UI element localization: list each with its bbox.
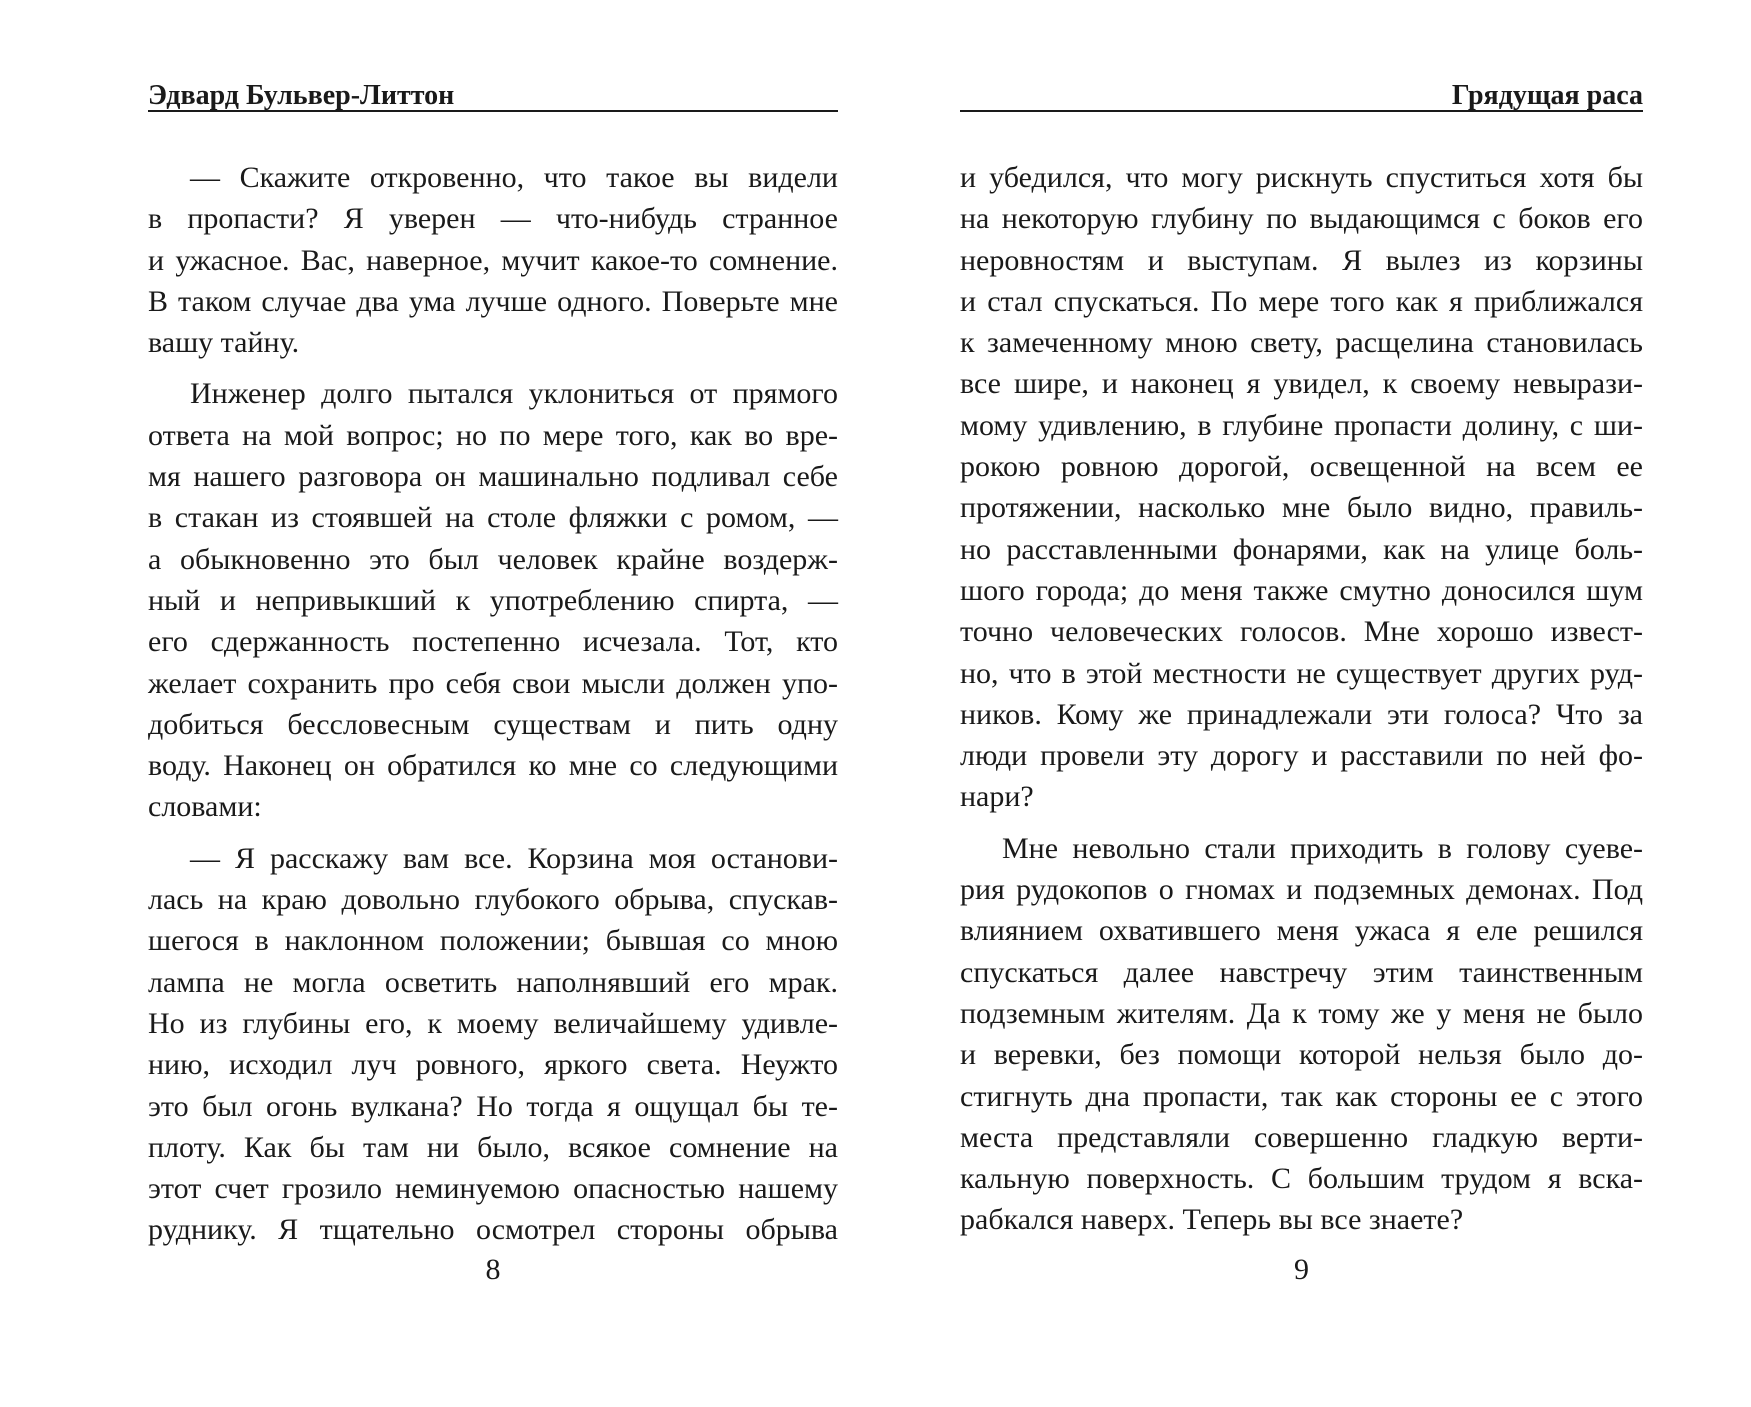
text-line: и ужасное. Вас, наверное, мучит какое-то сомнение. (148, 243, 838, 277)
paragraph-gap (148, 828, 838, 838)
text-line: вашу тайну. (148, 326, 300, 360)
page-number: 9 (1294, 1253, 1309, 1286)
text-line: в стакан из стоявшей на столе фляжки с ромом, — (148, 501, 838, 535)
text-line: все шире, и наконец я увидел, к своему невырази- (960, 367, 1643, 401)
text-line: лампа не могла осветить наполнявший его мрак. (148, 965, 838, 999)
text-line: места представляли совершенно гладкую верти- (960, 1120, 1643, 1154)
header-rule (960, 110, 1643, 112)
paragraph-gap (148, 363, 838, 373)
header-rule (148, 110, 838, 112)
text-line: ников. Кому же принадлежали эти голоса? Что за (960, 697, 1643, 731)
text-line: ответа на мой вопрос; но по мере того, как во вре- (148, 418, 838, 452)
text-line: его сдержанность постепенно исчезала. Тот, кто (148, 625, 838, 659)
text-line: и веревки, без помощи которой нельзя было до- (960, 1038, 1643, 1072)
text-line: рия рудокопов о гномах и подземных демонах. Под (960, 873, 1643, 907)
text-line: точно человеческих голосов. Мне хорошо извест- (960, 615, 1643, 649)
text-line: лась на краю довольно глубокого обрыва, спускав- (148, 883, 838, 917)
text-line: спускаться далее навстречу этим таинственным (960, 955, 1643, 989)
text-line: рабкался наверх. Теперь вы все знаете? (960, 1203, 1464, 1237)
page-number: 8 (485, 1253, 501, 1286)
text-line: стигнуть дна пропасти, так как стороны ее с этого (960, 1079, 1643, 1113)
text-line: неровностям и выступам. Я вылез из корзины (960, 243, 1643, 277)
text-line: Но из глубины его, к моему величайшему удивле- (148, 1006, 838, 1040)
text-line: желает сохранить про себя свои мысли должен упо- (148, 666, 838, 700)
text-line: — Я расскажу вам все. Корзина моя останови- (190, 841, 838, 875)
text-line: этот счет грозило неминуемою опасностью нашему (148, 1172, 838, 1206)
text-line: к замеченному мною свету, расщелина становилась (960, 326, 1643, 360)
running-head-author: Эдвард Бульвер-Литтон (148, 80, 455, 111)
body-text (148, 157, 838, 1251)
paragraph-gap (960, 818, 1643, 828)
text-line: мя нашего разговора он машинально подливал себе (148, 460, 838, 494)
text-line: шого города; до меня также смутно доносился шум (960, 573, 1643, 607)
text-line: нию, исходил луч ровного, яркого света. Неужто (148, 1048, 838, 1082)
text-line: ный и непривыкший к употреблению спирта, — (148, 583, 838, 617)
text-line: рокою ровною дорогой, освещенной на всем ее (960, 450, 1643, 484)
text-line: — Скажите откровенно, что такое вы видели (190, 161, 838, 194)
text-line: В таком случае два ума лучше одного. Поверьте мне (148, 284, 838, 318)
text-line: в пропасти? Я уверен — что-нибудь странное (148, 202, 838, 236)
text-line: влиянием охватившего меня ужаса я еле решился (960, 914, 1643, 948)
text-line: добиться бессловесным существам и пить одну (148, 707, 838, 741)
text-line: это был огонь вулкана? Но тогда я ощущал бы те- (148, 1089, 838, 1123)
text-line: но расставленными фонарями, как на улице боль- (960, 532, 1643, 566)
text-line: подземным жителям. Да к тому же у меня не было (960, 996, 1643, 1030)
text-line: Инженер долго пытался уклониться от прямого (190, 377, 838, 411)
text-line: протяжении, насколько мне было видно, правиль- (960, 491, 1643, 525)
text-line: а обыкновенно это был человек крайне воздерж- (148, 542, 838, 576)
text-line: на некоторую глубину по выдающимся с боков его (960, 202, 1643, 236)
text-line: мому удивлению, в глубине пропасти долину, с ши- (960, 408, 1643, 442)
text-line: руднику. Я тщательно осмотрел стороны обрыва (148, 1213, 838, 1247)
text-line: плоту. Как бы там ни было, всякое сомнение на (148, 1130, 838, 1164)
text-line: и стал спускаться. По мере того как я приближался (960, 284, 1643, 318)
text-line: нари? (960, 780, 1034, 814)
text-line: и убедился, что могу рискнуть спуститься хотя бы (960, 161, 1643, 194)
running-head-title: Грядущая раса (1451, 80, 1643, 111)
text-line: кальную поверхность. С большим трудом я вска- (960, 1162, 1643, 1196)
text-line: Мне невольно стали приходить в голову суеве- (1002, 831, 1643, 865)
text-line: воду. Наконец он обратился ко мне со следующими (148, 749, 838, 783)
text-line: но, что в этой местности не существует других руд- (960, 656, 1643, 690)
text-line: словами: (148, 790, 262, 824)
text-line: люди провели эту дорогу и расставили по ней фо- (960, 739, 1643, 773)
text-line: шегося в наклонном положении; бывшая со мною (148, 924, 838, 958)
body-text (960, 157, 1643, 1241)
